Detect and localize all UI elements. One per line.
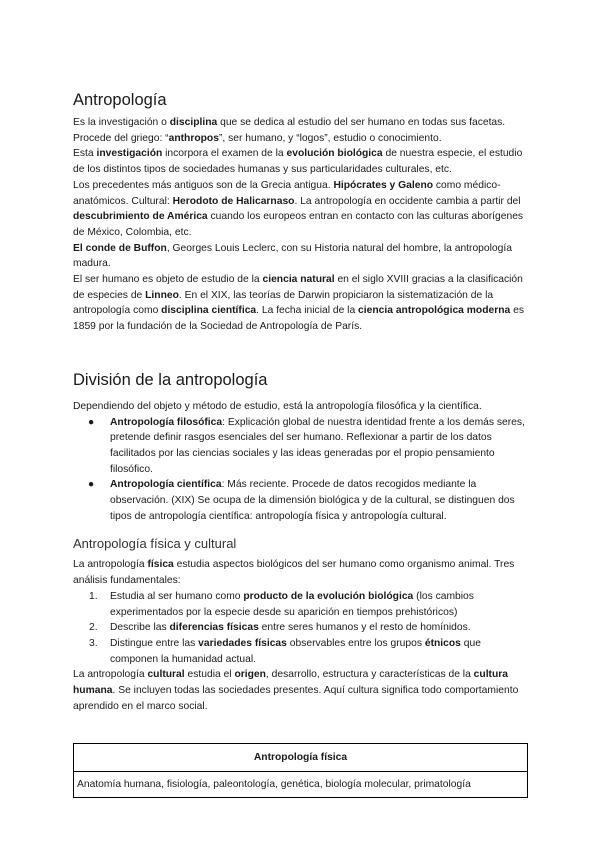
list-item: 3. Distingue entre las variedades físicas observables entre los grupos étnicos que componen la humanidad actual. [89,637,481,665]
bullet-icon: ● [88,479,95,491]
paragraph-fisica: La antropología física estudia aspectos biológicos del ser humano como organismo animal. Tres análisis fundamentales: [73,559,515,587]
list-item: ● Antropología científica: Más reciente. Procede de datos recogidos mediante la observación. (XIX) Se ocupa de la dimensión biológica y de la cultural, se distinguen dos tipos de antropología científica: antropología física y antropología cultural. [88,479,515,522]
paragraph-investigation: Esta investigación incorpora el examen de la evolución biológica de nuestra especie, el estudio de los distintos tipos de sociedades humanas y sus particularidades culturales, etc. [73,148,523,176]
paragraph-buffon: El conde de Buffon, Georges Louis Leclerc, con su Historia natural del hombre, la antropología madura. [73,242,512,270]
table-header-row [74,743,528,771]
document-content [73,88,528,798]
subheading-fisica-cultural: Antropología física y cultural [73,536,237,552]
heading-division: División de la antropología [73,370,268,389]
list-item: 1. Estudia al ser humano como producto de la evolución biológica (los cambios experimentados por la especie desde su aparición en tiempos prehistóricos) [89,590,474,618]
numbered-list [73,589,528,668]
fields-table [73,743,528,798]
paragraph-precedents: Los precedentes más antiguos son de la Grecia antigua. Hipócrates y Galeno como médico-anatómicos. Cultural: Herodoto de Halicarnaso. La antropología en occidente cambia a partir del descubrimiento de América cuando los europeos entran en contacto con las culturas aborígenes de México, Colombia, etc. [73,179,524,238]
paragraph-natural-science: El ser humano es objeto de estudio de la ciencia natural en el siglo XVIII gracias a la clasificación de especies de Linneo. En el XIX, las teorías de Darwin propiciaron la sistematización de la antropología como disciplina científica. La fecha inicial de la ciencia antropológica moderna es 1859 por la fundación de la Sociedad de Antropología de París. [73,274,524,333]
paragraph-cultural: La antropología cultural estudia el origen, desarrollo, estructura y características de la cultura humana. Se incluyen todas las sociedades presentes. Aquí cultura significa todo comportamiento aprendido en el marco social. [73,669,519,712]
table-cell: Anatomía humana, fisiología, paleontología, genética, biología molecular, primatología [74,771,528,797]
bullet-icon: ● [88,416,95,428]
list-item: 2. Describe las diferencias físicas entre seres humanos y el resto de homínidos. [89,622,471,634]
bullet-list [73,415,528,525]
table-header-cell: Antropología física [74,743,528,771]
paragraph-division-intro: Dependiendo del objeto y método de estudio, está la antropología filosófica y la científica. [73,400,482,412]
table-row [74,771,528,797]
heading-antropologia: Antropología [73,91,167,109]
paragraph-definition: Es la investigación o disciplina que se dedica al estudio del ser humano en todas sus facetas. Procede del griego: “anthropos”, ser humano, y “logos”, estudio o conocimiento. [73,117,506,144]
list-item: ● Antropología filosófica: Explicación global de nuestra identidad frente a los demás seres, pretende definir rasgos esenciales del ser humano. Reflexionar a partir de los datos facilitados por las ciencias sociales y las ideas generadas por el propio pensamiento filosófico. [88,416,525,475]
